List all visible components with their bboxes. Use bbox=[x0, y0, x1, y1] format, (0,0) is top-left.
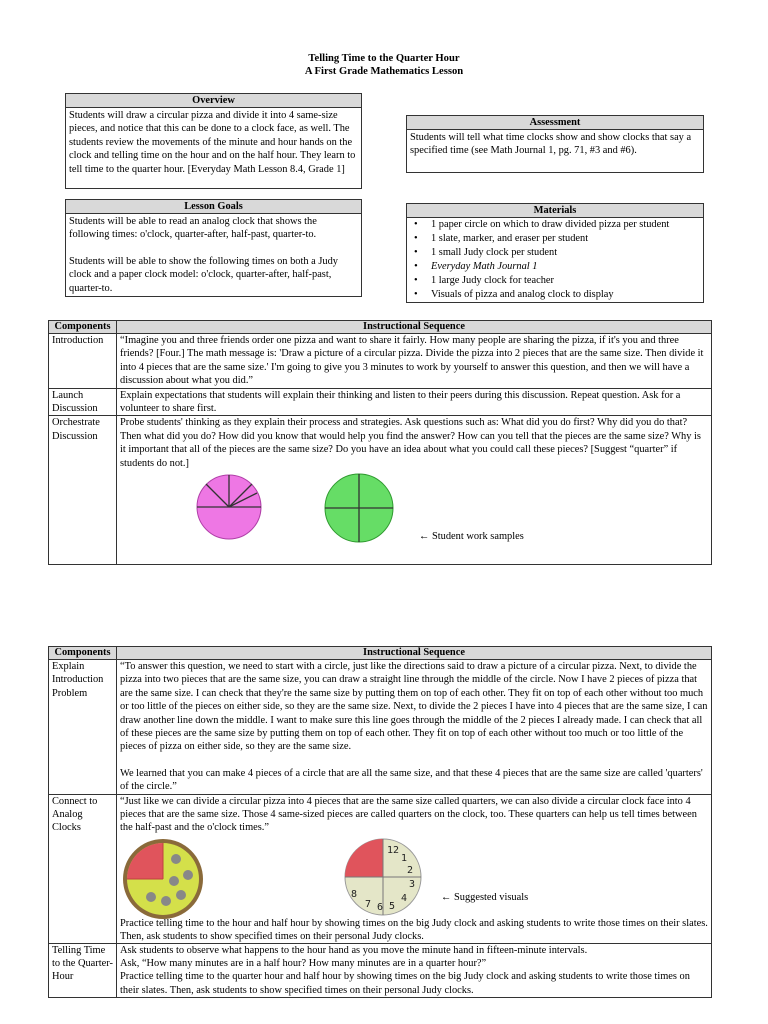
table-row bbox=[49, 794, 712, 943]
clock-number: 4 bbox=[401, 892, 408, 904]
overview-heading: Overview bbox=[66, 94, 361, 108]
row-text-introduction: “Imagine you and three friends order one pizza and want to share it fairly. How many people are sharing the pizza, if it's you and three friends? [Four.] The math message is: 'Draw a picture of a circular pizza. Divide the pizza into 2 pieces that are the same size. Then divide it into 4 pieces that are the same size.' I'm going to give you 3 minutes to work by yourself to answer this question, and then we will have a discussion about what you did.” bbox=[117, 334, 712, 389]
materials-box bbox=[406, 203, 704, 303]
clock-number: 8 bbox=[351, 888, 358, 900]
document-subtitle: A First Grade Mathematics Lesson bbox=[304, 66, 464, 77]
suggested-visuals-caption: ← Suggested visuals bbox=[441, 891, 529, 903]
table-row bbox=[49, 943, 712, 998]
row-component-telling-time: Telling Time to the Quarter-Hour bbox=[49, 943, 117, 998]
lesson-goals-para-1: Students will be able to read an analog clock that shows the following times: o'clock, quarter-after, half-past, quarter-to. bbox=[69, 216, 317, 241]
materials-item: • 1 large Judy clock for teacher bbox=[431, 274, 703, 288]
table-row bbox=[49, 388, 712, 416]
table1-col-sequence: Instructional Sequence bbox=[117, 321, 712, 334]
row-component-connect: Connect to Analog Clocks bbox=[49, 794, 117, 943]
row-text-launch: Explain expectations that students will explain their thinking and listen to their peers during this discussion. Repeat question. Ask for a volunteer to share first. bbox=[117, 388, 712, 416]
materials-heading: Materials bbox=[407, 204, 703, 218]
table2-col-components: Components bbox=[49, 647, 117, 660]
row-component-orchestrate: Orchestrate Discussion bbox=[49, 416, 117, 565]
table2-col-sequence: Instructional Sequence bbox=[117, 647, 712, 660]
connect-para-2: Practice telling time to the hour and half hour by showing times on the big Judy clock and asking students to write those times on their slates. Then, ask students to show specified times on their personal Judy clocks. bbox=[120, 917, 708, 943]
table1-col-components: Components bbox=[49, 321, 117, 334]
clock-number: 5 bbox=[389, 900, 396, 912]
clock-number: 7 bbox=[365, 898, 372, 910]
row-text-orchestrate: Probe students' thinking as they explain their process and strategies. Ask questions such as: What did you do first? Why did you do that? Then what did you do? How did you know that would help you find the answer? How can you tell that the pieces are the same size? Why is it important that all of the pieces are the same size? Do you have an idea about what you could call these pieces? [Suggest “quarter” if students do not.] bbox=[120, 417, 701, 469]
clock-number: 2 bbox=[407, 864, 414, 876]
clock-number: 12 bbox=[387, 844, 400, 856]
explain-para-2: We learned that you can make 4 pieces of a circle that are all the same size, and that these 4 pieces that are the same size are called 'quarters' of the circle.” bbox=[120, 767, 703, 793]
connect-para-1: “Just like we can divide a circular pizza into 4 pieces that are the same size called quarters, we can also divide a circular clock face into 4 pieces that are the same size. Those 4 same-sized pieces are called quarters on the clock, too. These quarters can help us tell times between the half-past and the o'clock times.” bbox=[120, 795, 697, 834]
assessment-heading: Assessment bbox=[407, 116, 703, 130]
clock-number: 6 bbox=[377, 901, 384, 913]
table-row bbox=[49, 660, 712, 795]
table-row bbox=[49, 416, 712, 565]
overview-text: Students will draw a circular pizza and divide it into 4 same-size pieces, and notice that this can be done to a clock face, as well. The students review the movements of the minute and hour hands on the clock and telling time on the hour and on the half hour. They learn to tell time to the quarter hour. [Everyday Math Lesson 8.4, Grade 1] bbox=[69, 110, 356, 175]
materials-item: • 1 paper circle on which to draw divided pizza per student bbox=[431, 218, 703, 232]
row-component-introduction: Introduction bbox=[49, 334, 117, 389]
clock-number: 1 bbox=[401, 852, 408, 864]
pizza-visual-image bbox=[121, 837, 205, 921]
clock-visual-image bbox=[343, 837, 423, 917]
row-component-launch: Launch Discussion bbox=[49, 388, 117, 416]
lesson-goals-para-2: Students will be able to show the following times on both a Judy clock and a paper clock model: o'clock, quarter-after, half-past, quarter-to. bbox=[69, 255, 338, 294]
green-pizza-sample-image bbox=[323, 473, 395, 543]
materials-item: • 1 slate, marker, and eraser per student bbox=[431, 232, 703, 246]
materials-list bbox=[407, 218, 703, 302]
document-title: Telling Time to the Quarter Hour bbox=[308, 53, 460, 64]
explain-para-1: “To answer this question, we need to start with a circle, just like the directions said to draw a picture of a circular pizza. Next, to divide the pizza into two pieces that are the same size, you can draw a straight line through the middle of the circle. Now I have 2 pieces of pizza that are the same size. I can check that they're the same size by putting them on top of each other. They fit on top of each other without too much or too little of the pieces on either side, so they are the same size. Next, to divide the 2 pieces I have into 4 pieces that are the same size, I can draw another line down the middle. I want to make sure this line goes through the middle of the 2 pieces I already made. I can check that all of these pieces are the same size by putting them on top of each other. They fit on top of each other without too much or too little of the pieces of pizza on either side, so they are the same size. bbox=[120, 661, 708, 753]
assessment-text: Students will tell what time clocks show and show clocks that say a specified time (see Math Journal 1, pg. 71, #3 and #6). bbox=[410, 132, 692, 157]
lesson-goals-box bbox=[65, 199, 362, 297]
materials-item: • 1 small Judy clock per student bbox=[431, 246, 703, 260]
instructional-table-2 bbox=[48, 646, 712, 998]
assessment-box bbox=[406, 115, 704, 173]
telling-time-line-1: Ask students to observe what happens to the hour hand as you move the minute hand in fifteen-minute intervals. bbox=[120, 944, 588, 956]
table-row bbox=[49, 334, 712, 389]
student-work-caption: ← Student work samples bbox=[419, 531, 524, 543]
lesson-goals-heading: Lesson Goals bbox=[66, 200, 361, 214]
telling-time-line-3: Practice telling time to the quarter hour and half hour by showing times on the big Judy clock and asking students to write those times on their slates. Then, ask students to show specified times on their personal Judy clocks. bbox=[120, 971, 690, 996]
clock-number: 3 bbox=[409, 878, 416, 890]
overview-box bbox=[65, 93, 362, 189]
pink-pizza-sample-image bbox=[195, 473, 263, 541]
materials-item: • Everyday Math Journal 1 bbox=[431, 260, 703, 274]
row-component-explain: Explain Introduction Problem bbox=[49, 660, 117, 795]
telling-time-line-2: Ask, “How many minutes are in a half hour? How many minutes are in a quarter hour?” bbox=[120, 958, 487, 970]
materials-item: • Visuals of pizza and analog clock to display bbox=[431, 288, 703, 302]
instructional-table-1 bbox=[48, 320, 712, 565]
